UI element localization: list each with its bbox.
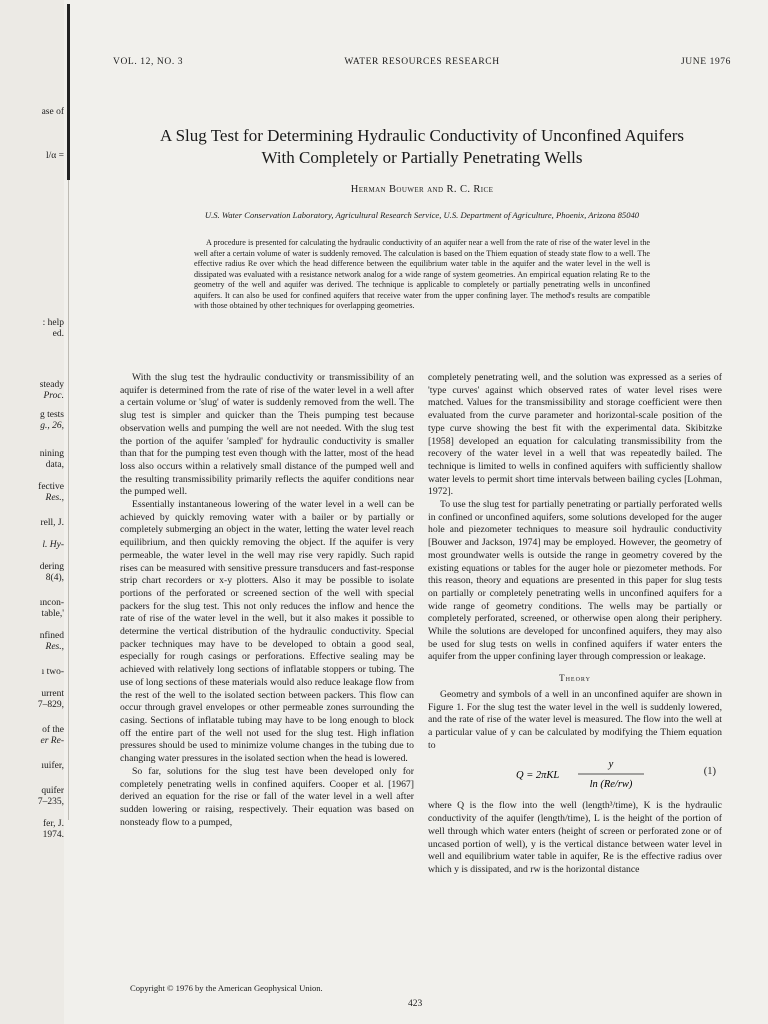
gutter-text-fragment: urrent	[41, 689, 64, 699]
gutter-text-fragment: 7–235,	[37, 797, 64, 807]
gutter-text-fragment: table,'	[41, 609, 64, 619]
gutter-text-fragment: rell, J.	[40, 518, 64, 528]
binding-edge-line	[68, 180, 69, 820]
right-column	[428, 372, 722, 877]
paragraph: So far, solutions for the slug test have been developed only for completely penetrating wells in confined aquifers. Cooper et al. [1967] derived an equation for the rise or fall of the water level in a well after sudden lowering or raising, respectively. Their equation was based on nonsteady flow to a pumped,	[120, 765, 414, 828]
running-header	[113, 57, 731, 71]
page-number: 423	[408, 999, 423, 1009]
gutter-text-fragment: 7–829,	[37, 700, 64, 710]
gutter-text-fragment: l. Hy-	[42, 540, 64, 550]
author-line: Herman Bouwer and R. C. Rice	[350, 184, 494, 195]
abstract-text: A procedure is presented for calculating the hydraulic conductivity of an aquifer near a well from the rate of rise of the water level in the well after a certain volume of water is suddenly removed. The calculation is based on the Thiem equation of steady state flow to a well. The effective radius Re over which the head difference between the equilibrium water table in the aquifer and the water level in the well is dissipated was evaluated with a resistance network analog for a wide range of system geometries. An empirical equation relating Re to the geometry of the well and aquifer was derived. The technique is applicable to completely or partially penetrating wells in unconfined aquifers. It can also be used for confined aquifers that receive water from the upper confining layer. The method's results are compatible with those obtained by other techniques for overlapping geometries.	[194, 238, 650, 310]
equation-lhs: Q = 2πKL	[516, 770, 560, 782]
gutter-text-fragment: Res.,	[45, 642, 64, 652]
title-line-1: A Slug Test for Determining Hydraulic Conductivity of Unconfined Aquifers	[160, 126, 684, 145]
issue-date: JUNE 1976	[681, 57, 731, 67]
author-affiliation: U.S. Water Conservation Laboratory, Agricultural Research Service, U.S. Department of Agriculture, Phoenix, Arizona 85040	[204, 210, 640, 220]
paragraph: Geometry and symbols of a well in an unconfined aquifer are shown in Figure 1. For the slug test the water level in the well is suddenly lowered, and the rate of rise of the water level is measured. The flow into the well at a particular value of y can be calculated by modifying the Thiem equation to	[428, 688, 722, 751]
gutter-text-fragment: steady	[39, 380, 64, 390]
gutter-text-fragment: nining	[39, 449, 64, 459]
gutter-text-fragment: g., 26,	[40, 421, 64, 431]
paragraph: Essentially instantaneous lowering of the water level in a well can be achieved by quickly removing water with a bailer or by partially or completely submerging an object in the water, letting the water level reach equilibrium, and then quickly removing the object. If the aquifer is very permeable, the water level in the well may rise very rapidly. Such rapid rises can be measured with sensitive pressure transducers and fast-response strip chart recorders or x-y plotters. Also it may be possible to isolate portions of the perforated or screened section of the well with special packers for the slug test. This not only reduces the inflow and hence the rate of rise of the water level in the well, but it also makes it possible to determine the vertical distribution of the hydraulic conductivity. Special packer techniques may have to be developed to obtain a good seal, especially for rough casings or perforations. Effective sealing may be achieved with relatively long sections of inflatable stoppers or tubing. The use of long sections of these materials would also reduce leakage flow from the rest of the well to the isolated section between packers. This flow can occur through gravel envelopes or other permeable zones surrounding the casing. Sections of inflatable tubing may have to be long enough to block off the entire part of the well not used for the slug test. High inflation pressures should be used to minimize volume changes in the tubing due to changing water pressures in the isolated section when the head is lowered.	[120, 499, 414, 765]
paragraph: With the slug test the hydraulic conductivity or transmissibility of an aquifer is determined from the rate of rise of the water level in a well after a certain volume or 'slug' of water is suddenly removed from the well. The slug test is simpler and quicker than the Theis pumping test because observation wells and pumping the well are not needed. With the slug test the portion of the aquifer 'sampled' for hydraulic conductivity is smaller than that for the pumping test even though with the latter, most of the head loss also occurs within a relatively small distance of the pumped well and the resulting transmissibility primarily reflects the aquifer conditions near the pumped well.	[120, 372, 414, 498]
gutter-text-fragment: fective	[38, 482, 64, 492]
gutter-text-fragment: 1974.	[42, 830, 64, 840]
gutter-text-fragment: Proc.	[43, 391, 64, 401]
paragraph: where Q is the flow into the well (length³/time), K is the hydraulic conductivity of the aquifer (length/time), L is the height of the portion of well through which water enters (height of screen or perforated zone or of uncased portion of well), y is the vertical distance between water level in well and equilibrium water table in aquifer, Re is the effective radius over which y is dissipated, and rw is the horizontal distance	[428, 800, 722, 875]
abstract	[194, 238, 650, 312]
equation-1	[428, 756, 722, 794]
gutter-text-fragment: ed.	[52, 329, 64, 339]
volume-label: VOL. 12, NO. 3	[113, 57, 184, 67]
gutter-text-fragment: dering	[39, 562, 64, 572]
equation-body	[516, 756, 666, 792]
equation-number: (1)	[703, 766, 716, 778]
gutter-text-fragment: Res.,	[45, 493, 64, 503]
copyright-notice: Copyright © 1976 by the American Geophysical Union.	[130, 983, 323, 993]
gutter-text-fragment: : help	[42, 318, 64, 328]
paragraph: To use the slug test for partially penetrating or partially perforated wells in confined or unconfined aquifers, some solutions developed for the auger hole and piezometer techniques to measure soil hydraulic conductivity [Bouwer and Jackson, 1974] may be employed. However, the geometry of most groundwater wells is outside the range in geometry covered by the existing equations or tables for the auger hole or piezometer methods. For this reason, theory and equations are presented in this paper for slug tests on partially or completely penetrating wells in unconfined aquifers for a wide range of geometry conditions. The wells may be partially or completely perforated, screened, or otherwise open along their periphery. While the solutions are developed for unconfined aquifers, they may also be used for slug tests on wells in confined aquifers if water enters the aquifer from the upper confining layer through compression or leakage.	[428, 499, 722, 663]
equation-denominator: ln (Re/rw)	[589, 779, 633, 791]
gutter-text-fragment: fer, J.	[43, 819, 64, 829]
gutter-text-fragment: nfined	[39, 631, 64, 641]
article-title	[113, 125, 731, 169]
title-line-2: With Completely or Partially Penetrating Wells	[261, 148, 583, 167]
gutter-text-fragment: l/α =	[46, 151, 64, 161]
adjacent-page-margin	[0, 0, 64, 1024]
section-heading-theory: Theory	[559, 673, 591, 684]
gutter-text-fragment: 8(4),	[45, 573, 64, 583]
gutter-text-fragment: ı two-	[41, 667, 64, 677]
journal-name: WATER RESOURCES RESEARCH	[344, 57, 500, 67]
gutter-text-fragment: g tests	[39, 410, 64, 420]
left-column	[120, 372, 414, 829]
gutter-text-fragment: ıuifer,	[41, 761, 64, 771]
gutter-text-fragment: data,	[45, 460, 64, 470]
paragraph: completely penetrating well, and the solution was expressed as a series of 'type curves' against which observed rates of water level rises were matched. Values for the transmissibility and storage coefficient were then evaluated from the curve parameter and horizontal-scale position of the type curve showing the best fit with the experimental data. Skibitzke [1958] developed an equation for calculating transmissibility from the recovery of the water level in a well that was repeatedly bailed. The technique is limited to wells in confined aquifers with sufficiently shallow water levels to permit short time intervals between bailing cycles [Lohman, 1972].	[428, 372, 722, 498]
gutter-text-fragment: er Re-	[40, 736, 64, 746]
gutter-text-fragment: quifer	[41, 786, 64, 796]
equation-numerator: y	[608, 759, 614, 771]
gutter-text-fragment: ıncon-	[39, 598, 64, 608]
binding-shadow-line	[67, 4, 70, 180]
gutter-text-fragment: of the	[42, 725, 64, 735]
gutter-text-fragment: ase of	[41, 107, 64, 117]
